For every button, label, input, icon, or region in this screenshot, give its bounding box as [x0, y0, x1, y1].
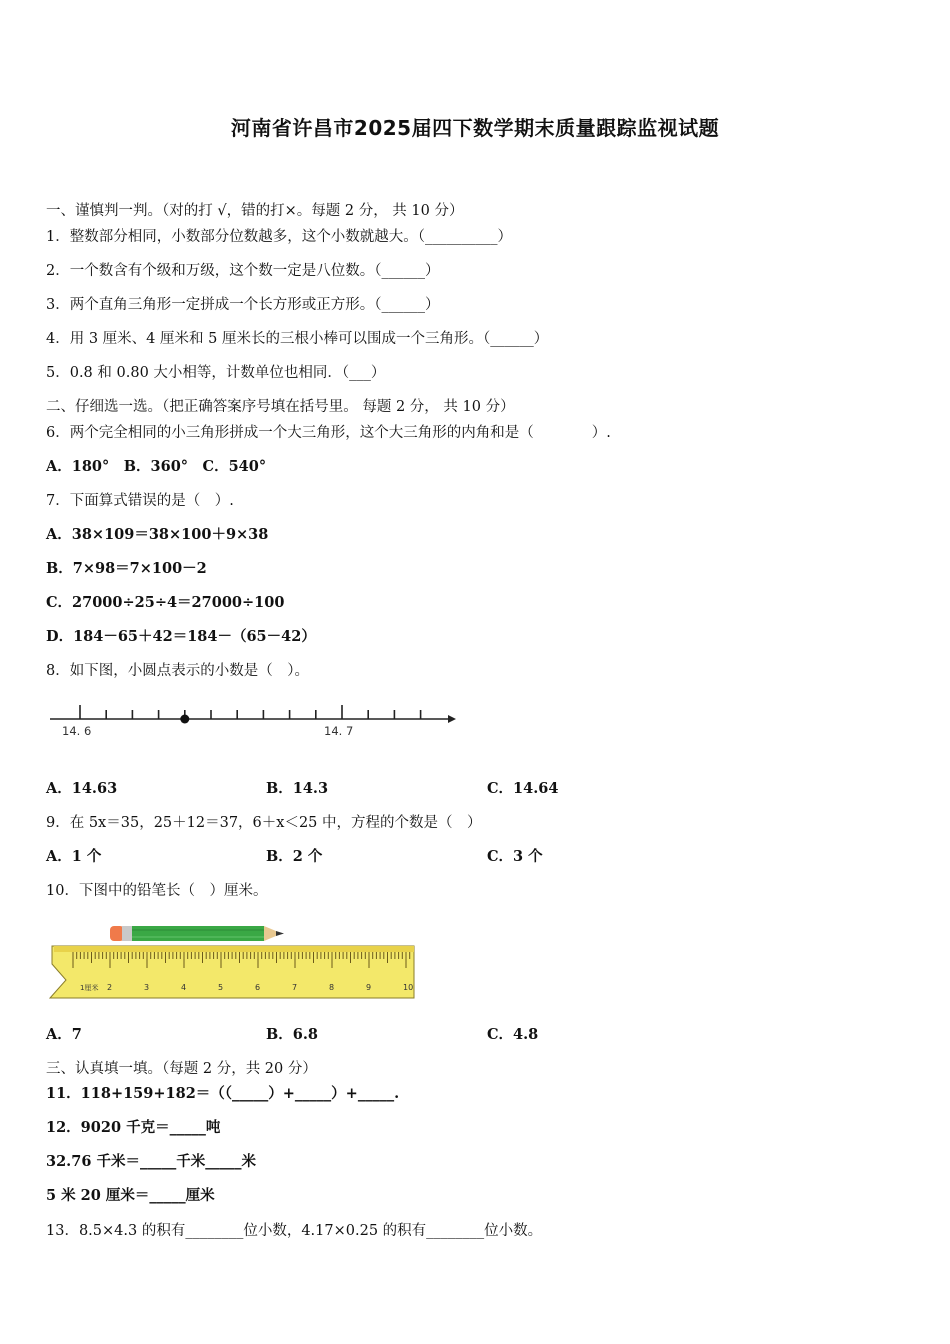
ruler-pencil-figure	[44, 918, 419, 1004]
question-7-option-a: A．38×109＝38×100＋9×38	[46, 526, 269, 543]
question-10: 10．下图中的铅笔长（ ）厘米。	[46, 883, 268, 899]
question-10-option-c: C．4.8	[487, 1026, 539, 1043]
ruler-top-edge	[54, 946, 414, 952]
pencil-lead	[276, 931, 284, 936]
number-line-start-label: 14. 6	[62, 724, 92, 738]
number-line-arrow	[448, 715, 456, 723]
ruler-number: 6	[255, 983, 261, 992]
question-6-options: A．180° B．360° C．540°	[46, 458, 267, 475]
question-12-part-3: 5 米 20 厘米＝_____厘米	[46, 1187, 215, 1204]
question-7-option-d: D．184－65＋42＝184－（65－42）	[46, 628, 316, 645]
ruler-number: 9	[366, 983, 372, 992]
number-line-figure	[44, 696, 464, 746]
question-10-option-a: A．7	[46, 1026, 82, 1043]
ruler-number: 3	[144, 983, 150, 992]
ruler-number: 10	[403, 983, 414, 992]
question-9-option-b: B．2 个	[266, 848, 323, 865]
question-4: 4．用 3 厘米、4 厘米和 5 厘米长的三根小棒可以围成一个三角形。（______）	[46, 331, 549, 347]
number-line-end-label: 14. 7	[324, 724, 354, 738]
question-13: 13．8.5×4.3 的积有________位小数，4.17×0.25 的积有________位小数。	[46, 1223, 543, 1239]
ruler-number: 5	[218, 983, 224, 992]
section3-heading: 三、认真填一填。（每题 2 分，共 20 分）	[46, 1061, 317, 1077]
page-title: 河南省许昌市2025届四下数学期末质量跟踪监视试题	[230, 116, 720, 140]
question-2: 2．一个数含有个级和万级，这个数一定是八位数。（______）	[46, 263, 440, 279]
question-12-part-2: 32.76 千米＝_____千米_____米	[46, 1153, 256, 1170]
question-3: 3．两个直角三角形一定拼成一个长方形或正方形。（______）	[46, 297, 440, 313]
ruler-number: 7	[292, 983, 298, 992]
question-7-option-c: C．27000÷25÷4＝27000÷100	[46, 594, 285, 611]
ruler-number: 2	[107, 983, 113, 992]
question-8-option-a: A．14.63	[46, 780, 118, 797]
ruler-number: 4	[181, 983, 187, 992]
pencil-eraser	[110, 926, 124, 941]
question-8-option-b: B．14.3	[266, 780, 329, 797]
question-7-option-b: B．7×98＝7×100－2	[46, 560, 207, 577]
question-9: 9．在 5x＝35，25＋12＝37，6＋x＜25 中，方程的个数是（ ）	[46, 815, 482, 831]
section1-heading: 一、谨慎判一判。（对的打 √，错的打×。每题 2 分， 共 10 分）	[46, 203, 464, 219]
pencil-ferrule	[122, 926, 132, 941]
question-8: 8．如下图，小圆点表示的小数是（ ）。	[46, 663, 309, 679]
pencil-body	[132, 926, 264, 941]
question-9-option-a: A．1 个	[46, 848, 102, 865]
question-6: 6．两个完全相同的小三角形拼成一个大三角形，这个大三角形的内角和是（ ）.	[46, 425, 611, 441]
question-10-option-b: B．6.8	[266, 1026, 318, 1043]
ruler-number: 8	[329, 983, 335, 992]
question-9-option-c: C．3 个	[487, 848, 543, 865]
section2-heading: 二、仔细选一选。（把正确答案序号填在括号里。 每题 2 分， 共 10 分）	[46, 399, 515, 415]
question-1: 1．整数部分相同，小数部分位数越多，这个小数就越大。（__________）	[46, 229, 512, 245]
question-5: 5．0.8 和 0.80 大小相等，计数单位也相同．（___）	[46, 365, 386, 381]
question-12: 12．9020 千克＝_____吨	[46, 1119, 221, 1136]
number-line-ticks	[80, 705, 421, 719]
question-11: 11．118+159+182＝（（_____）+_____）+_____.	[46, 1085, 400, 1102]
number-line-point	[180, 715, 189, 724]
question-8-option-c: C．14.64	[487, 780, 559, 797]
question-7: 7．下面算式错误的是（ ）.	[46, 493, 234, 509]
ruler-unit-label: 1厘米	[80, 984, 99, 992]
